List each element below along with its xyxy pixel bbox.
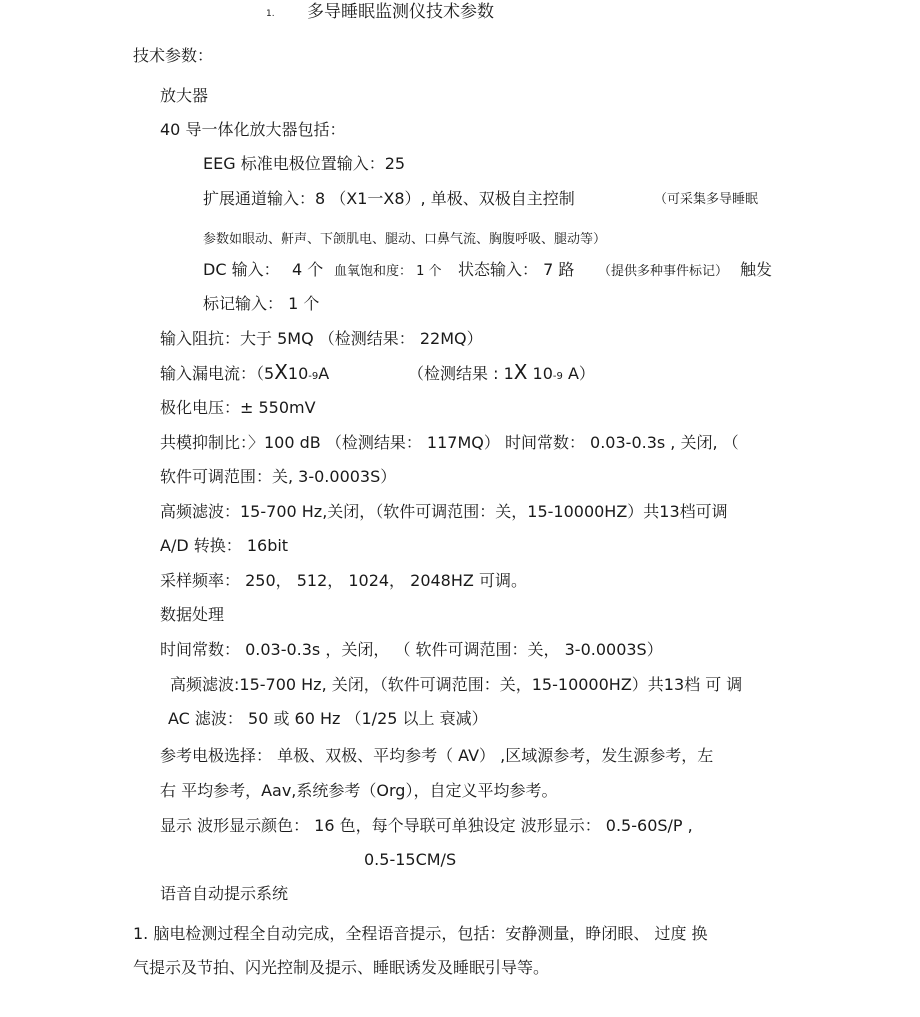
extended-note-b: 参数如眼动、鼾声、下颌肌电、腿动、口鼻气流、胸腹呼吸、腿动等） — [203, 232, 607, 247]
dc-input-value: 4 个 — [292, 260, 324, 279]
exponent: -9 — [308, 371, 319, 382]
cmrr-line: 共模抑制比：〉100 dB （检测结果： 117MQ） 时间常数： 0.03-0.3s , 关闭, （ — [160, 433, 739, 452]
ac-filter: AC 滤波： 50 或 60 Hz （1/25 以上 衰减） — [168, 709, 488, 728]
times-sign: X — [274, 360, 288, 384]
high-frequency-filter: 高频滤波：15-700 Hz,关闭，（软件可调范围：关，15-10000HZ）共13档可调 — [160, 502, 728, 521]
processing-heading: 数据处理 — [160, 605, 225, 624]
reference-electrode: 参考电极选择： 单极、双极、平均参考（ AV） ,区域源参考，发生源参考，左 — [160, 746, 714, 765]
voice-item-1-cont: 气提示及节拍、闪光控制及提示、睡眠诱发及睡眠引导等。 — [133, 958, 550, 977]
processing-time-constant: 时间常数： 0.03-0.3s ，关闭， （ 软件可调范围：关， 3-0.0003S） — [160, 640, 663, 659]
status-input: 状态输入： 7 路 — [458, 260, 575, 279]
amplifier-intro: 40 导一体化放大器包括： — [160, 120, 346, 139]
extended-note-a: （可采集多导睡眠 — [654, 192, 759, 207]
leakage-result — [408, 362, 595, 387]
amplifier-heading: 放大器 — [160, 86, 209, 105]
trigger-label: 触发 — [740, 260, 773, 279]
polarization-voltage: 极化电压：± 550mV — [160, 398, 316, 417]
voice-item-1: 1. 脑电检测过程全自动完成，全程语音提示，包括：安静测量，睁闭眼、 过度 换 — [133, 924, 708, 943]
spo2-input: 血氧饱和度： 1 个 — [334, 264, 442, 279]
exponent: -9 — [552, 371, 563, 382]
dc-input-label: DC 输入： — [203, 260, 280, 279]
processing-hf-filter: 高频滤波:15-700 Hz, 关闭，（软件可调范围：关，15-10000HZ）共13档 可 调 — [170, 675, 743, 694]
event-note: （提供多种事件标记） — [598, 264, 729, 279]
leakage-part: A） — [562, 364, 595, 383]
extended-channels: 扩展通道输入：8 （X1一X8）, 单极、双极自主控制 — [203, 189, 575, 208]
leakage-part: 输入漏电流：（5 — [160, 364, 275, 383]
reference-electrode-cont: 右 平均参考，Aav,系统参考（Org），自定义平均参考。 — [160, 781, 558, 800]
display-settings-cont: 0.5-15CM/S — [364, 850, 457, 869]
marker-input: 标记输入： 1 个 — [203, 294, 320, 313]
display-settings: 显示 波形显示颜色： 16 色，每个导联可单独设定 波形显示： 0.5-60S/P , — [160, 816, 693, 835]
leakage-part: A — [318, 364, 330, 383]
input-impedance: 输入阻抗：大于 5MQ （检测结果： 22MQ） — [160, 329, 483, 348]
document-title: 多导睡眠监测仪技术参数 — [307, 2, 494, 22]
sampling-frequency: 采样频率： 250， 512， 1024， 2048HZ 可调。 — [160, 571, 527, 590]
leakage-part: （检测结果 : 1 — [408, 364, 514, 383]
leakage-part: 10 — [287, 364, 309, 383]
header-marker: 1. — [266, 9, 275, 19]
voice-heading: 语音自动提示系统 — [160, 884, 289, 903]
eeg-input: EEG 标准电极位置输入：25 — [203, 154, 406, 173]
times-sign: X — [513, 360, 528, 384]
section-title: 技术参数： — [133, 46, 214, 65]
leakage-part: 10 — [527, 364, 553, 383]
leakage-current — [160, 362, 329, 387]
ad-conversion: A/D 转换： 16bit — [160, 536, 289, 555]
cmrr-continuation: 软件可调范围：关, 3-0.0003S） — [160, 467, 397, 486]
